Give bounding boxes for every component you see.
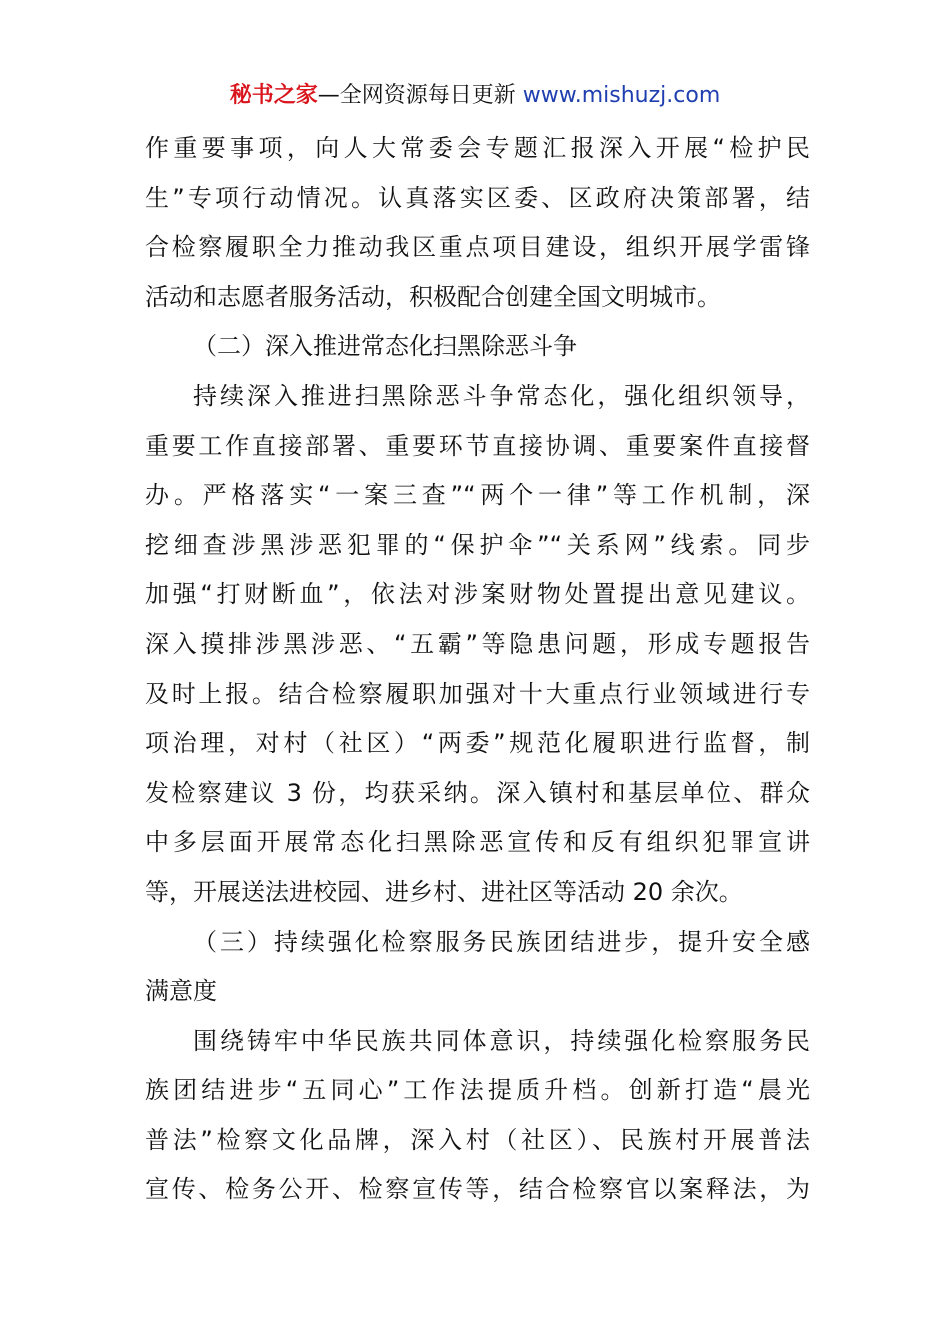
text-line: 族团结进步“五同心”工作法提质升档。创新打造“晨光 [145,1076,810,1105]
text-line: 加强“打财断血”，依法对涉案财物处置提出意见建议。 [145,580,810,609]
text-line: 活动和志愿者服务活动，积极配合创建全国文明城市。 [145,282,721,311]
text-line: 挖细查涉黑涉恶犯罪的“保护伞”“关系网”线索。同步 [145,530,810,559]
site-url-link[interactable]: www.mishuzj.com [522,83,721,108]
text-line: 重要工作直接部署、重要环节直接协调、重要案件直接督 [145,431,810,460]
text-line: 生”专项行动情况。认真落实区委、区政府决策部署，结 [145,183,810,212]
text-line: 围绕铸牢中华民族共同体意识，持续强化检察服务民 [193,1026,810,1055]
brand-name: 秘书之家 [229,83,318,108]
text-line: 普法”检察文化品牌，深入村（社区）、民族村开展普法 [145,1125,810,1154]
text-line: 项治理，对村（社区）“两委”规范化履职进行监督，制 [145,729,810,758]
text-line: 等，开展送法进校园、进乡村、进社区等活动 20 余次。 [145,877,743,906]
header-tagline: —全网资源每日更新 [317,83,523,108]
text-line: 宣传、检务公开、检察宣传等，结合检察官以案释法，为 [145,1175,810,1204]
text-line: 中多层面开展常态化扫黑除恶宣传和反有组织犯罪宣讲 [145,828,810,857]
text-line: 合检察履职全力推动我区重点项目建设，组织开展学雷锋 [145,233,810,262]
text-line: 及时上报。结合检察履职加强对十大重点行业领域进行专 [145,679,810,708]
text-line: 持续深入推进扫黑除恶斗争常态化，强化组织领导， [193,381,810,410]
document-body [145,124,810,1215]
text-line: 深入摸排涉黑涉恶、“五霸”等隐患问题，形成专题报告 [145,629,810,658]
section-heading-continued: 满意度 [145,977,217,1006]
section-heading: （三）持续强化检察服务民族团结进步，提升安全感 [193,927,810,956]
text-line: 办。严格落实“一案三查”“两个一律”等工作机制，深 [145,481,810,510]
site-header [0,80,950,112]
section-heading: （二）深入推进常态化扫黑除恶斗争 [193,332,577,361]
text-line: 作重要事项，向人大常委会专题汇报深入开展“检护民 [145,134,810,162]
text-line: 发检察建议 3 份，均获采纳。深入镇村和基层单位、群众 [145,778,810,807]
